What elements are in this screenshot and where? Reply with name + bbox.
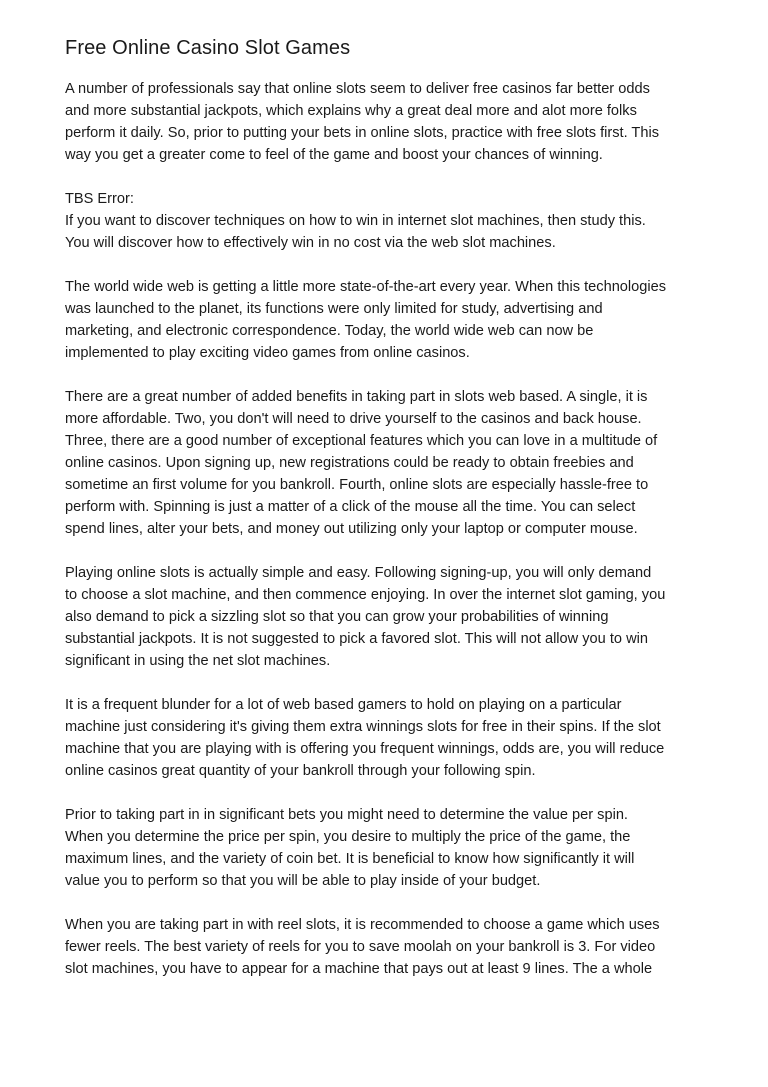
paragraph bbox=[65, 276, 713, 364]
text-line: online casinos. Upon signing up, new registrations could be ready to obtain freebies and bbox=[65, 455, 634, 471]
text-line: Three, there are a good number of exceptional features which you can love in a multitude of bbox=[65, 433, 658, 449]
text-line: substantial jackpots. It is not suggested to pick a favored slot. This will not allow you to win bbox=[65, 631, 648, 647]
text-line: You will discover how to effectively win in no cost via the web slot machines. bbox=[65, 235, 556, 251]
text-line: spend lines, alter your bets, and money out utilizing only your laptop or computer mouse. bbox=[65, 521, 638, 537]
text-line: When you are taking part in with reel slots, it is recommended to choose a game which uses bbox=[65, 917, 660, 933]
text-line: maximum lines, and the variety of coin bet. It is beneficial to know how significantly it will bbox=[65, 851, 635, 867]
document-title: Free Online Casino Slot Games bbox=[65, 37, 351, 59]
text-line: and more substantial jackpots, which explains why a great deal more and alot more folks bbox=[65, 103, 637, 119]
paragraph bbox=[65, 386, 713, 540]
text-line: Playing online slots is actually simple and easy. Following signing-up, you will only demand bbox=[65, 565, 652, 581]
text-line: It is a frequent blunder for a lot of web based gamers to hold on playing on a particular bbox=[65, 697, 622, 713]
paragraph bbox=[65, 694, 713, 782]
text-line: Prior to taking part in in significant bets you might need to determine the value per spin. bbox=[65, 807, 628, 823]
text-line: implemented to play exciting video games from online casinos. bbox=[65, 345, 470, 361]
document-page bbox=[65, 34, 713, 1002]
text-line: machine just considering it's giving them extra winnings slots for free in their spins. If the slot bbox=[65, 719, 661, 735]
paragraph bbox=[65, 914, 713, 980]
text-line: TBS Error: bbox=[65, 191, 134, 207]
text-line: way you get a greater come to feel of the game and boost your chances of winning. bbox=[65, 147, 603, 163]
text-line: There are a great number of added benefits in taking part in slots web based. A single, it is bbox=[65, 389, 648, 405]
paragraph bbox=[65, 78, 713, 166]
text-line: perform it daily. So, prior to putting your bets in online slots, practice with free slots first. This bbox=[65, 125, 659, 141]
text-line: to choose a slot machine, and then commence enjoying. In over the internet slot gaming, you bbox=[65, 587, 666, 603]
text-line: online casinos great quantity of your bankroll through your following spin. bbox=[65, 763, 536, 779]
text-line: sometime an first volume for you bankroll. Fourth, online slots are especially hassle-free to bbox=[65, 477, 649, 493]
text-line: machine that you are playing with is offering you frequent winnings, odds are, you will reduce bbox=[65, 741, 665, 757]
paragraph bbox=[65, 804, 713, 892]
text-line: significant in using the net slot machines. bbox=[65, 653, 331, 669]
paragraph bbox=[65, 562, 713, 672]
text-line: more affordable. Two, you don't will need to drive yourself to the casinos and back house. bbox=[65, 411, 642, 427]
text-line: value you to perform so that you will be able to play inside of your budget. bbox=[65, 873, 541, 889]
text-line: A number of professionals say that online slots seem to deliver free casinos far better odds bbox=[65, 81, 650, 97]
text-line: If you want to discover techniques on how to win in internet slot machines, then study this. bbox=[65, 213, 646, 229]
text-line: perform with. Spinning is just a matter of a click of the mouse all the time. You can select bbox=[65, 499, 636, 515]
paragraph bbox=[65, 188, 713, 254]
text-line: The world wide web is getting a little more state-of-the-art every year. When this technologies bbox=[65, 279, 667, 295]
text-line: fewer reels. The best variety of reels for you to save moolah on your bankroll is 3. For video bbox=[65, 939, 656, 955]
text-line: marketing, and electronic correspondence. Today, the world wide web can now be bbox=[65, 323, 594, 339]
text-line: also demand to pick a sizzling slot so that you can grow your probabilities of winning bbox=[65, 609, 609, 625]
text-line: When you determine the price per spin, you desire to multiply the price of the game, the bbox=[65, 829, 631, 845]
text-line: was launched to the planet, its functions were only limited for study, advertising and bbox=[65, 301, 603, 317]
document-body bbox=[65, 78, 713, 980]
text-line: slot machines, you have to appear for a machine that pays out at least 9 lines. The a whole bbox=[65, 961, 653, 977]
